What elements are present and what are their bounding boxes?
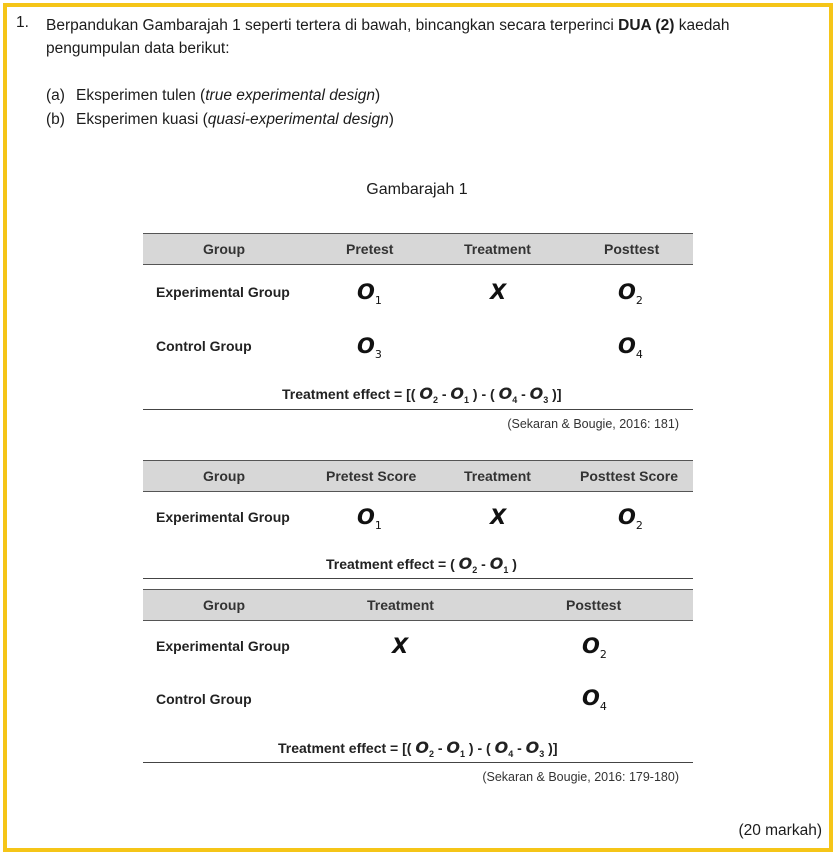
observation-o2 [618,505,643,532]
obs-letter: O [618,334,636,358]
row-label: Experimental Group [156,284,290,300]
observation-o2 [618,280,643,307]
obs-letter: O [357,334,375,358]
obs-letter: O [618,280,636,304]
table-1-bottom-rule [143,409,693,410]
row-label: Experimental Group [156,638,290,654]
header-group: Group [203,241,245,257]
obs-letter: O [582,634,600,658]
observation-o2 [582,634,607,661]
treatment-x: X [490,505,507,529]
header-treatment: Treatment [464,241,531,257]
table-1-header [143,233,693,265]
marks-label: (20 markah) [738,822,822,839]
obs-sub: 4 [635,348,643,362]
obs-sub: 3 [374,348,382,362]
subquestion-b [46,111,394,129]
treatment-effect-formula: Treatment effect = [( $O_2 - O_1$ ) - ( $O_4 - O_3$ )] [282,384,562,405]
obs-sub: 2 [635,519,643,533]
table-3-header [143,589,693,621]
header-treatment: Treatment [464,468,531,484]
sub-b-end: ) [388,111,394,128]
question-text [46,14,816,60]
treatment-effect-formula: Treatment effect = [( $O_2 - O_1$ ) - ( $O_4 - O_3$ )] [278,738,558,759]
row-label: Control Group [156,338,252,354]
header-pretest: Pretest [346,241,394,257]
obs-sub: 2 [599,648,607,662]
obs-sub: 4 [599,700,607,714]
sub-a-text: Eksperimen tulen ( [76,87,206,104]
effect-label: Treatment effect = [( [282,386,416,402]
observation-o4 [618,334,643,361]
table-1 [143,233,693,433]
sub-b-text: Eksperimen kuasi ( [76,111,208,128]
treatment-x: X [392,634,409,658]
sub-b-label: (b) [46,111,65,128]
table-3 [143,589,693,789]
obs-sub: 1 [374,294,382,308]
table-3-bottom-rule [143,762,693,763]
subquestion-a [46,87,380,105]
obs-letter: O [357,280,375,304]
row-label: Control Group [156,691,252,707]
citation-1: (Sekaran & Bougie, 2016: 181) [507,417,679,431]
table-2-bottom-rule [143,578,693,579]
header-posttest: Posttest [566,597,622,613]
sub-b-italic: quasi-experimental design [207,111,389,128]
observation-o1 [357,280,382,307]
effect-label: Treatment effect = ( [326,556,455,572]
question-text-end: kaedah pengumpulan data berikut: [46,17,730,57]
header-posttest: Posttest [604,241,660,257]
sub-a-end: ) [374,87,381,104]
observation-o3 [357,334,382,361]
table-2-header [143,460,693,492]
obs-letter: O [618,505,636,529]
sub-a-italic: true experimental design [205,87,375,104]
question-text-part: Berpandukan Gambarajah 1 seperti tertera di bawah, bincangkan secara terperinci [46,17,619,34]
effect-label: Treatment effect = [( [278,740,412,756]
observation-o1 [357,505,382,532]
figure-title: Gambarajah 1 [366,181,468,198]
header-treatment: Treatment [367,597,434,613]
table-2 [143,460,693,580]
row-label: Experimental Group [156,509,290,525]
citation-3: (Sekaran & Bougie, 2016: 179-180) [482,770,679,784]
obs-sub: 1 [374,519,382,533]
question-bold: DUA (2) [618,17,675,34]
header-group: Group [203,468,245,484]
header-posttest-score: Posttest Score [580,468,679,484]
header-pretest-score: Pretest Score [326,468,417,484]
sub-a-label: (a) [46,87,65,104]
treatment-x: X [490,280,507,304]
question-number: 1. [16,14,29,31]
header-group: Group [203,597,245,613]
obs-letter: O [357,505,375,529]
observation-o4 [582,686,607,713]
obs-letter: O [582,686,600,710]
treatment-effect-formula: Treatment effect = ( $O_2 - O_1$ ) [326,554,517,575]
obs-sub: 2 [635,294,643,308]
